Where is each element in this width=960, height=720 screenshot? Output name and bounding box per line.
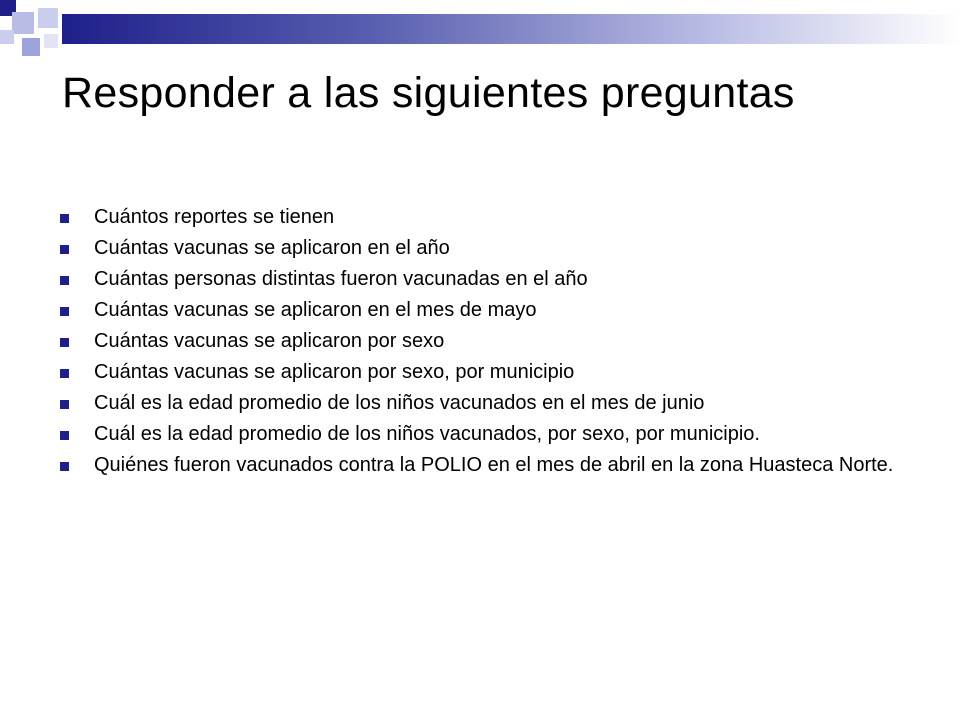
square-bullet-icon (60, 369, 69, 378)
header-gradient-bar (62, 14, 960, 44)
bullet-text: Cuál es la edad promedio de los niños vacunados en el mes de junio (94, 392, 705, 414)
bullet-item (60, 239, 920, 258)
corner-square-decoration (44, 34, 58, 48)
square-bullet-icon (60, 245, 69, 254)
bullet-list (60, 208, 920, 487)
square-bullet-icon (60, 400, 69, 409)
square-bullet-icon (60, 462, 69, 471)
bullet-item (60, 394, 920, 413)
corner-square-decoration (38, 8, 58, 28)
square-bullet-icon (60, 431, 69, 440)
bullet-text: Quiénes fueron vacunados contra la POLIO en el mes de abril en la zona Huasteca Norte. (94, 454, 894, 476)
corner-square-decoration (12, 12, 34, 34)
square-bullet-icon (60, 276, 69, 285)
corner-square-decoration (22, 38, 40, 56)
bullet-text: Cuántas vacunas se aplicaron en el año (94, 237, 450, 259)
bullet-text: Cuántas personas distintas fueron vacunadas en el año (94, 268, 588, 290)
corner-square-decoration (0, 30, 14, 44)
bullet-item (60, 270, 920, 289)
bullet-text: Cuál es la edad promedio de los niños vacunados, por sexo, por municipio. (94, 423, 760, 445)
bullet-item (60, 332, 920, 351)
bullet-text: Cuántas vacunas se aplicaron por sexo, por municipio (94, 361, 575, 383)
bullet-item (60, 208, 920, 227)
bullet-text: Cuántas vacunas se aplicaron en el mes de mayo (94, 299, 537, 321)
bullet-item (60, 456, 920, 475)
square-bullet-icon (60, 338, 69, 347)
bullet-text: Cuántos reportes se tienen (94, 206, 335, 228)
bullet-text: Cuántas vacunas se aplicaron por sexo (94, 330, 445, 352)
square-bullet-icon (60, 307, 69, 316)
square-bullet-icon (60, 214, 69, 223)
slide-title: Responder a las siguientes preguntas (62, 69, 795, 117)
bullet-item (60, 301, 920, 320)
bullet-item (60, 425, 920, 444)
bullet-item (60, 363, 920, 382)
